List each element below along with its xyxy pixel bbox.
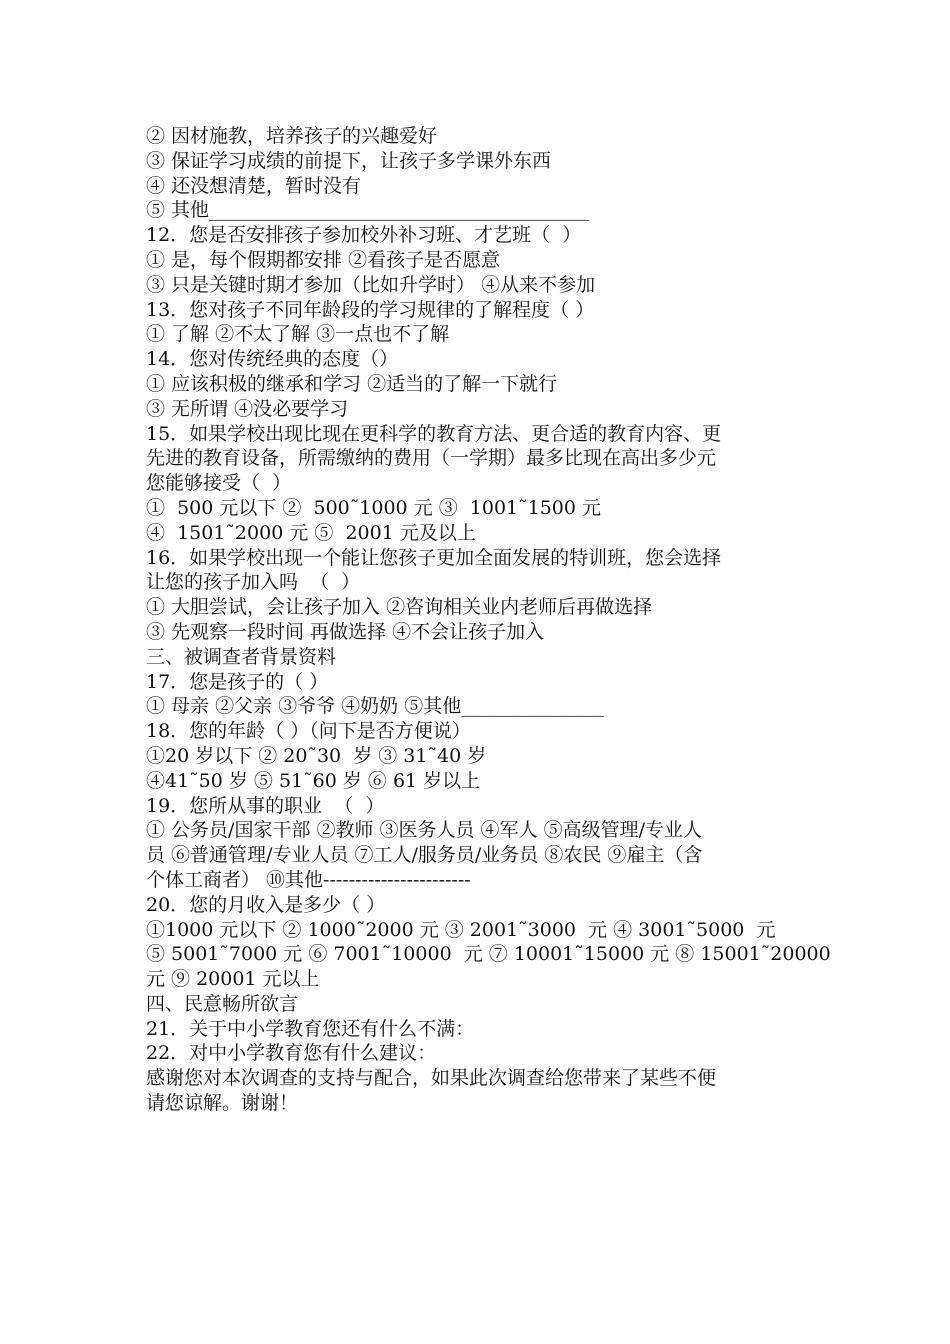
option-line: ③ 保证学习成绩的前提下，让孩子多学课外东西 (146, 149, 552, 172)
thanks-note-cont: 请您谅解。谢谢！ (146, 1092, 299, 1115)
question-15: 15．如果学校出现比现在更科学的教育方法、更合适的教育内容、更 (146, 422, 722, 445)
option-line: ③ 只是关键时期才参加（比如升学时） ④从来不参加 (146, 273, 596, 296)
option-line: 元 ⑨ 20001 元以上 (146, 968, 320, 991)
thanks-note: 感谢您对本次调查的支持与配合，如果此次调查给您带来了某些不便 (146, 1067, 717, 1090)
questionnaire-page (146, 124, 831, 1116)
option-line: ① 母亲 ②父亲 ③爷爷 ④奶奶 ⑤其他_______________ (146, 695, 604, 718)
question-21: 21．关于中小学教育您还有什么不满： (146, 1017, 475, 1040)
question-15-cont: 您能够接受（ ） (146, 472, 292, 495)
question-12: 12．您是否安排孩子参加校外补习班、才艺班（ ） (146, 224, 582, 247)
question-13: 13．您对孩子不同年龄段的学习规律的了解程度（ ） (146, 298, 595, 321)
question-17: 17．您是孩子的（ ） (146, 670, 329, 693)
option-line: ④ 还没想清楚，暂时没有 (146, 174, 362, 197)
option-line-other: ⑤ 其他________________________________________ (146, 199, 590, 222)
option-line: ⑤ 5001˜7000 元 ⑥ 7001˜10000 元 ⑦ 10001˜15000 元 ⑧ 15001˜20000 (146, 943, 831, 966)
question-18: 18．您的年龄（ ）（问下是否方便说） (146, 720, 471, 743)
option-line: ①20 岁以下 ② 20˜30 岁 ③ 31˜40 岁 (146, 744, 487, 767)
option-line: ③ 无所谓 ④没必要学习 (146, 397, 349, 420)
option-line: ④41˜50 岁 ⑤ 51˜60 岁 ⑥ 61 岁以上 (146, 769, 481, 792)
option-line: ① 公务员/国家干部 ②教师 ③医务人员 ④军人 ⑤高级管理/专业人 (146, 819, 703, 842)
question-22: 22．对中小学教育您有什么建议： (146, 1042, 437, 1065)
option-line: ④ 1501˜2000 元 ⑤ 2001 元及以上 (146, 521, 476, 544)
question-19: 19．您所从事的职业 （ ） (146, 794, 385, 817)
question-14: 14．您对传统经典的态度（） (146, 348, 399, 371)
option-line: ① 了解 ②不太了解 ③一点也不了解 (146, 323, 450, 346)
option-line: 员 ⑥普通管理/专业人员 ⑦工人/服务员/业务员 ⑧农民 ⑨雇主（含 (146, 844, 703, 867)
option-line: ① 应该积极的继承和学习 ②适当的了解一下就行 (146, 372, 558, 395)
question-16-cont: 让您的孩子加入吗 （ ） (146, 571, 361, 594)
section-heading-3: 三、被调查者背景资料 (146, 645, 337, 668)
question-16: 16．如果学校出现一个能让您孩子更加全面发展的特训班，您会选择 (146, 546, 722, 569)
option-line: ① 是，每个假期都安排 ②看孩子是否愿意 (146, 248, 501, 271)
option-line: ② 因材施教，培养孩子的兴趣爱好 (146, 125, 438, 147)
section-heading-4: 四、民意畅所欲言 (146, 992, 299, 1015)
option-line: ① 大胆尝试，会让孩子加入 ②咨询相关业内老师后再做选择 (146, 596, 653, 619)
option-line: 个体工商者） ⑩其他----------------------- (146, 868, 471, 891)
question-20: 20．您的月收入是多少（ ） (146, 893, 386, 916)
question-15-cont: 先进的教育设备，所需缴纳的费用（一学期）最多比现在高出多少元 (146, 447, 717, 470)
option-line: ③ 先观察一段时间 再做选择 ④不会让孩子加入 (146, 620, 545, 643)
option-line: ①1000 元以下 ② 1000˜2000 元 ③ 2001˜3000 元 ④ 3001˜5000 元 (146, 918, 776, 941)
option-line: ① 500 元以下 ② 500˜1000 元 ③ 1001˜1500 元 (146, 496, 602, 519)
